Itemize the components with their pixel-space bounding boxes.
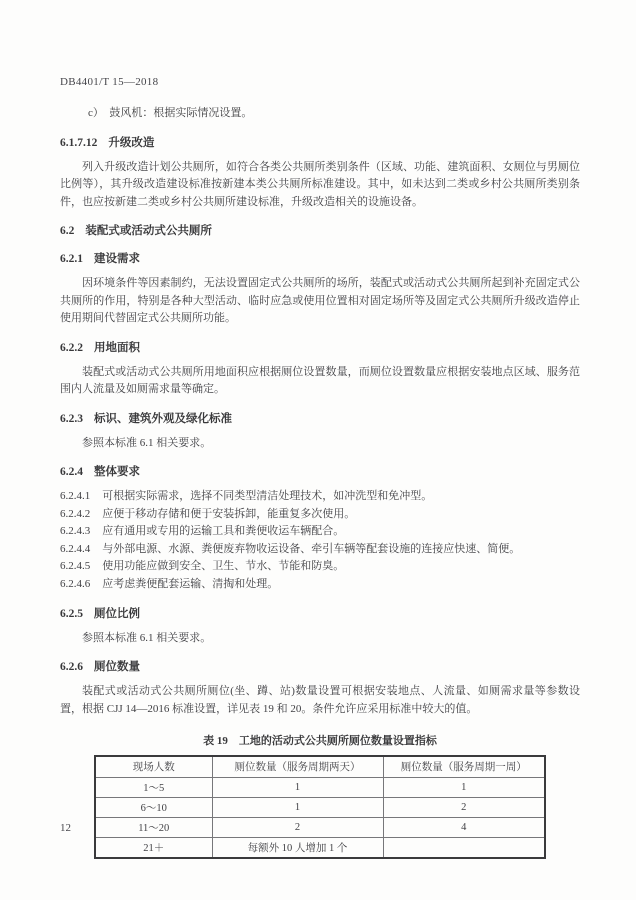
paragraph-stall-quantity: 装配式或活动式公共厕所厕位(坐、蹲、站)数量设置可根据安装地点、人流量、如厕需求量等参数设置，根据 CJJ 14—2016 标准设置，详见表 19 和 20。条件允许应采用标准中较大的值。 bbox=[60, 685, 580, 715]
page-number: 12 bbox=[60, 822, 71, 834]
col-header-stalls-one-week: 厕位数量（服务周期一周） bbox=[383, 756, 545, 777]
cell-stalls-one-week: 4 bbox=[383, 817, 545, 837]
heading-number: 6.2.6 bbox=[60, 661, 83, 674]
list-item-number: 6.2.4.3 bbox=[60, 525, 91, 538]
heading-6-2-3 bbox=[60, 412, 580, 427]
table-row bbox=[95, 817, 545, 837]
heading-6-2-6 bbox=[60, 660, 580, 675]
heading-number: 6.2.3 bbox=[60, 412, 83, 425]
cell-stalls-two-days: 1 bbox=[212, 797, 383, 817]
paragraph-upgrade: 列入升级改造计划公共厕所，如符合各类公共厕所类别条件（区域、功能、建筑面积、女厕位与男厕位比例等），其升级改造建设标准按新建本类公共厕所标准建设。其中，如未达到二类或乡村公共厕所类别条件，也应按新建二类或乡村公共厕所建设标准，升级改造相关的设施设备。 bbox=[60, 160, 580, 208]
heading-title: 厕位比例 bbox=[94, 607, 140, 620]
col-header-people-count: 现场人数 bbox=[95, 756, 212, 777]
heading-title: 装配式或活动式公共厕所 bbox=[85, 225, 212, 237]
heading-title: 建设需求 bbox=[94, 253, 140, 265]
cell-stalls-two-days: 1 bbox=[212, 777, 383, 797]
list-item-text: 应有通用或专用的运输工具和粪便收运车辆配合。 bbox=[102, 525, 345, 538]
heading-title: 厕位数量 bbox=[94, 661, 140, 674]
list-item-6-2-4-6 bbox=[60, 576, 580, 594]
table-19 bbox=[94, 755, 546, 859]
list-item-6-2-4-2 bbox=[60, 506, 580, 524]
heading-6-2-1 bbox=[60, 252, 580, 267]
list-item-6-2-4-3 bbox=[60, 523, 580, 541]
paragraph-signage-ref: 参照本标准 6.1 相关要求。 bbox=[82, 436, 212, 449]
list-item-number: 6.2.4.1 bbox=[60, 490, 91, 502]
heading-title: 升级改造 bbox=[108, 136, 155, 149]
requirements-list bbox=[60, 488, 580, 594]
table-row bbox=[95, 777, 545, 797]
heading-number: 6.2.2 bbox=[60, 341, 83, 354]
list-item-text: 应考虑粪便配套运输、清掏和处理。 bbox=[102, 577, 279, 590]
list-item-text: 可根据实际需求，选择不同类型清洁处理技术，如冲洗型和免冲型。 bbox=[102, 490, 433, 502]
heading-title: 整体要求 bbox=[94, 466, 140, 478]
heading-title: 用地面积 bbox=[94, 341, 140, 354]
list-item-c: c） 鼓风机：根据实际情况设置。 bbox=[88, 107, 253, 119]
paragraph-land-area: 装配式或活动式公共厕所用地面积应根据厕位设置数量，而厕位设置数量应根据安装地点区域、服务范围内人流量及如厕需求量等确定。 bbox=[60, 365, 580, 395]
list-item-number: 6.2.4.5 bbox=[60, 560, 91, 573]
heading-number: 6.2.4 bbox=[60, 466, 83, 478]
heading-6-1-7-12 bbox=[60, 136, 580, 151]
list-item-number: 6.2.4.6 bbox=[60, 577, 91, 590]
paragraph-construction-need: 因环境条件等因素制约，无法设置固定式公共厕所的场所，装配式或活动式公共厕所起到补充固定式公共厕所的作用，特别是各种大型活动、临时应急或使用位置相对固定场所等及固定式公共厕所升级改造停止使用期间代替固定式公共厕所功能。 bbox=[60, 277, 580, 324]
list-item-6-2-4-1 bbox=[60, 488, 580, 506]
cell-stalls-one-week: 2 bbox=[383, 797, 545, 817]
cell-people-range: 6～10 bbox=[95, 797, 212, 817]
table-header-row bbox=[95, 756, 545, 777]
heading-6-2 bbox=[60, 224, 580, 239]
heading-number: 6.2.1 bbox=[60, 253, 83, 265]
list-item-text: 应便于移动存储和便于安装拆卸，能重复多次使用。 bbox=[102, 507, 356, 520]
cell-people-range: 11～20 bbox=[95, 817, 212, 837]
table-19-caption: 表 19 工地的活动式公共厕所厕位数量设置指标 bbox=[203, 735, 437, 748]
standard-number-header: DB4401/T 15—2018 bbox=[60, 76, 159, 88]
table-row bbox=[95, 837, 545, 858]
heading-6-2-2 bbox=[60, 341, 580, 356]
list-item-number: 6.2.4.2 bbox=[60, 507, 91, 520]
cell-stalls-one-week bbox=[383, 837, 545, 858]
list-item-6-2-4-5 bbox=[60, 558, 580, 576]
list-item-number: 6.2.4.4 bbox=[60, 542, 91, 555]
cell-stalls-two-days: 2 bbox=[212, 817, 383, 837]
col-header-stalls-two-days: 厕位数量（服务周期两天） bbox=[212, 756, 383, 777]
list-item-6-2-4-4 bbox=[60, 541, 580, 559]
heading-number: 6.2.5 bbox=[60, 607, 83, 620]
cell-stalls-one-week: 1 bbox=[383, 777, 545, 797]
list-item-text: 使用功能应做到安全、卫生、节水、节能和防臭。 bbox=[102, 560, 345, 573]
cell-people-range: 1～5 bbox=[95, 777, 212, 797]
heading-number: 6.1.7.12 bbox=[60, 136, 98, 149]
cell-people-range: 21＋ bbox=[95, 837, 212, 858]
heading-6-2-5 bbox=[60, 607, 580, 622]
list-item-text: 与外部电源、水源、粪便废弃物收运设备、牵引车辆等配套设施的连接应快速、简便。 bbox=[102, 542, 521, 555]
heading-6-2-4 bbox=[60, 465, 580, 480]
cell-stalls-two-days: 每额外 10 人增加 1 个 bbox=[212, 837, 383, 858]
table-row bbox=[95, 797, 545, 817]
heading-number: 6.2 bbox=[60, 225, 75, 237]
heading-title: 标识、建筑外观及绿化标准 bbox=[94, 412, 232, 425]
paragraph-stall-ratio-ref: 参照本标准 6.1 相关要求。 bbox=[82, 631, 212, 644]
